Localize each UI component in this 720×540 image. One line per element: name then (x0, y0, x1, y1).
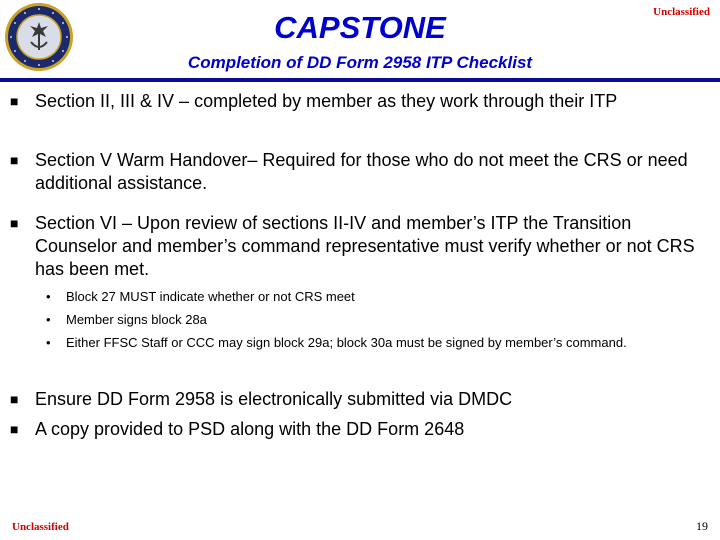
bullet-text: Section V Warm Handover– Required for those who do not meet the CRS or need additional assistance. (35, 150, 688, 193)
dot-bullet-icon: • (46, 335, 51, 350)
dot-bullet-icon: • (46, 312, 51, 327)
classification-label-top: Unclassified (653, 6, 710, 18)
sub-bullet-item (46, 288, 696, 305)
sub-bullet-item (46, 311, 696, 328)
sub-bullet-text: Member signs block 28a (66, 312, 207, 327)
classification-label-bottom: Unclassified (12, 521, 69, 533)
bullet-text: A copy provided to PSD along with the DD Form 2648 (35, 419, 465, 439)
sub-bullet-item (46, 334, 696, 351)
page-number: 19 (696, 519, 708, 533)
square-bullet-icon: ■ (10, 93, 19, 109)
bullet-text: Section VI – Upon review of sections II-IV and member’s ITP the Transition Counselor and member’s command representative must verify whether or not CRS has been met. (35, 213, 695, 279)
bullet-item (10, 418, 705, 441)
sub-bullet-text: Either FFSC Staff or CCC may sign block 29a; block 30a must be signed by member’s command. (66, 335, 627, 350)
slide-title: CAPSTONE (274, 10, 446, 45)
bullet-item (10, 212, 705, 281)
square-bullet-icon: ■ (10, 391, 19, 407)
slide-subtitle: Completion of DD Form 2958 ITP Checklist (187, 53, 533, 72)
square-bullet-icon: ■ (10, 152, 19, 168)
square-bullet-icon: ■ (10, 215, 19, 231)
bullet-item (10, 149, 705, 195)
bullet-text: Section II, III & IV – completed by member as they work through their ITP (35, 91, 618, 111)
bullet-text: Ensure DD Form 2958 is electronically submitted via DMDC (35, 389, 513, 409)
title-divider (0, 78, 720, 82)
square-bullet-icon: ■ (10, 421, 19, 437)
dot-bullet-icon: • (46, 289, 51, 304)
bullet-item (10, 388, 705, 411)
bullet-item (10, 90, 705, 113)
sub-bullet-text: Block 27 MUST indicate whether or not CRS meet (66, 289, 355, 304)
